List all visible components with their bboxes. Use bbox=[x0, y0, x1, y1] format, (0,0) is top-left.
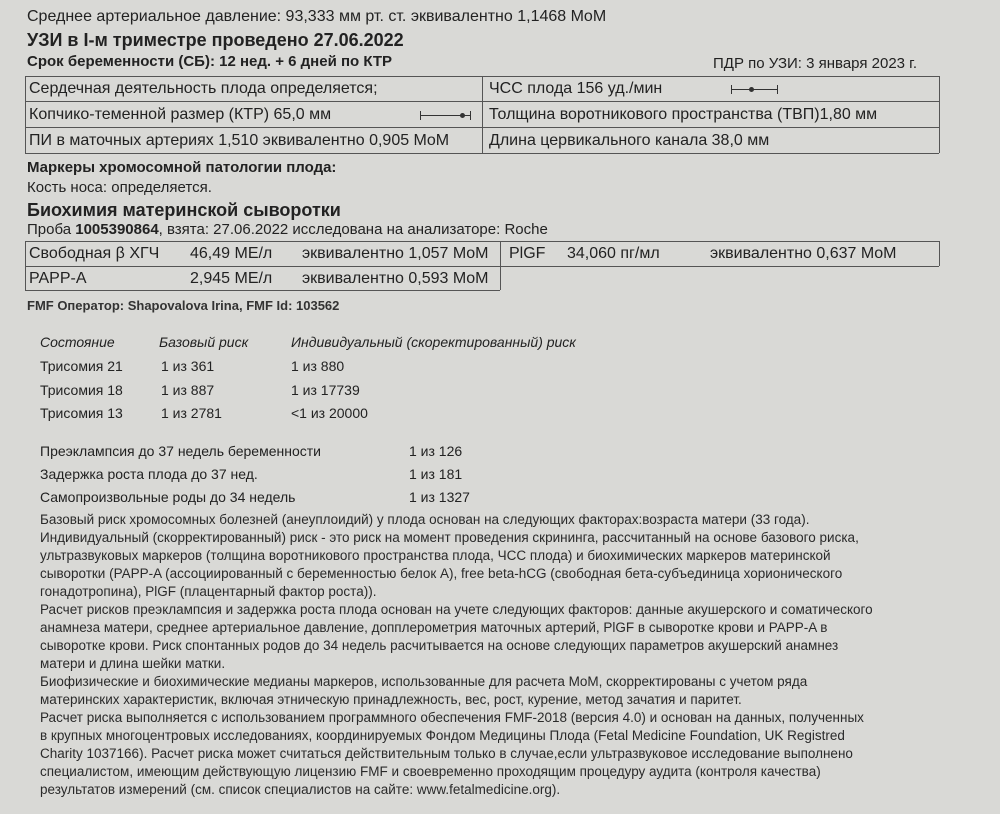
table-row-condition: Трисомия 18 bbox=[40, 382, 123, 398]
table-row-individual: 1 из 17739 bbox=[291, 382, 360, 398]
table-row-base: 1 из 361 bbox=[161, 358, 215, 374]
note-line: Биофизические и биохимические медианы маркеров, использованные для расчета MoM, скорректированы с учетом ряда bbox=[40, 674, 808, 689]
gestation-term: Срок беременности (СБ): 12 нед. + 6 дней по КТР bbox=[27, 53, 393, 70]
table-row-condition: Трисомия 13 bbox=[40, 405, 123, 421]
table-row-individual: <1 из 20000 bbox=[291, 405, 368, 421]
plgf-mom: эквивалентно 0,637 MoM bbox=[710, 245, 897, 262]
note-line: сыворотке крови. Риск спонтанных родов до 34 недель расчитывается на основе следующих параметров акушерский анамнез bbox=[40, 638, 839, 653]
risk-header-base: Базовый риск bbox=[159, 334, 249, 350]
sample-info bbox=[27, 221, 548, 238]
list-item-risk: 1 из 1327 bbox=[409, 489, 470, 505]
note-line: Индивидуальный (скорректированный) риск - это риск на момент проведения скрининга, рассчитанный на основе базового риска, bbox=[40, 530, 859, 545]
note-line: материнских характеристик, включая этническую принадлежность, вес, рост, курение, метод зачатия и паритет. bbox=[40, 692, 742, 707]
markers-title: Маркеры хромосомной патологии плода: bbox=[27, 159, 337, 176]
note-line: Расчет рисков преэклампсия и задержка роста плода основан на учете следующих факторов: данные акушерского и соматического bbox=[40, 602, 873, 617]
note-line: специалистом, имеющим действующую лицензию FMF и своевременно проходящим процедуру аудита (контроля качества) bbox=[40, 764, 821, 779]
us-title: УЗИ в I-м триместре проведено 27.06.2022 bbox=[27, 30, 404, 50]
table-row-condition: Трисомия 21 bbox=[40, 358, 123, 374]
nasal-bone: Кость носа: определяется. bbox=[27, 179, 212, 196]
fetal-heart-rate: ЧСС плода 156 уд./мин bbox=[489, 80, 663, 97]
nuchal-translucency: Толщина воротникового пространства (ТВП)1,80 мм bbox=[489, 106, 878, 123]
sample-id: 1005390864 bbox=[75, 221, 159, 238]
sample-suffix: , взята: 27.06.2022 исследована на анализаторе: Roche bbox=[158, 221, 548, 238]
cervical-length: Длина цервикального канала 38,0 мм bbox=[489, 132, 770, 149]
uterine-artery-pi: ПИ в маточных артериях 1,510 эквивалентно 0,905 MoM bbox=[29, 132, 450, 149]
list-item-condition: Преэклампсия до 37 недель беременности bbox=[40, 443, 321, 459]
estimated-due-date: ПДР по УЗИ: 3 января 2023 г. bbox=[713, 55, 917, 72]
risk-header-individual: Индивидуальный (скоректированный) риск bbox=[291, 334, 576, 350]
note-line: анамнеза матери, среднее артериальное давление, допплерометрия маточных артерий, PlGF в сыворотке крови и PAPP-A в bbox=[40, 620, 828, 635]
note-line: в крупных многоцентровых исследованиях, координируемых Фондом Медицины Плода (Fetal Medicine Foundation, UK Registred bbox=[40, 728, 845, 743]
crown-rump-length: Копчико-теменной размер (КТР) 65,0 мм bbox=[29, 106, 332, 123]
sample-prefix: Проба bbox=[27, 221, 72, 238]
biochem-title: Биохимия материнской сыворотки bbox=[27, 200, 341, 220]
plgf-name: PlGF bbox=[509, 245, 546, 262]
list-item-condition: Задержка роста плода до 37 нед. bbox=[40, 466, 258, 482]
fetal-heart-activity: Сердечная деятельность плода определяется; bbox=[29, 80, 378, 97]
list-item-condition: Самопроизвольные роды до 34 недель bbox=[40, 489, 296, 505]
fmf-operator: FMF Оператор: Shapovalova Irina, FMF Id: 103562 bbox=[27, 298, 340, 313]
hcg-mom: эквивалентно 1,057 MoM bbox=[302, 245, 489, 262]
table-row-base: 1 из 2781 bbox=[161, 405, 222, 421]
table-row-base: 1 из 887 bbox=[161, 382, 215, 398]
note-line: матери и длина шейки матки. bbox=[40, 656, 226, 671]
note-line: гонадотропина), PlGF (плацентарный фактор роста)). bbox=[40, 584, 377, 599]
list-item-risk: 1 из 126 bbox=[409, 443, 463, 459]
pappa-name: PAPP-A bbox=[29, 270, 87, 287]
note-line: Расчет риска выполняется с использованием программного обеспечения FMF-2018 (версия 4.0) и основан на данных, полученных bbox=[40, 710, 864, 725]
note-line: результатов измерений (см. список специалистов на сайте: www.fetalmedicine.org). bbox=[40, 782, 561, 797]
note-line: ультразвуковых маркеров (толщина воротникового пространства плода, ЧСС плода) и биохимических маркеров материнской bbox=[40, 548, 831, 563]
pappa-mom: эквивалентно 0,593 MoM bbox=[302, 270, 489, 287]
note-line: Charity 1037166). Расчет риска может считаться действительным только в случае,если ультразвуковое исследование выполнено bbox=[40, 746, 853, 761]
table-row-individual: 1 из 880 bbox=[291, 358, 345, 374]
hcg-value: 46,49 МЕ/л bbox=[190, 245, 273, 262]
note-line: Базовый риск хромосомных болезней (анеуплоидий) у плода основан на следующих факторах:возраста матери (33 года). bbox=[40, 512, 810, 527]
mean-arterial-pressure: Среднее артериальное давление: 93,333 мм рт. ст. эквивалентно 1,1468 MoM bbox=[27, 8, 607, 25]
hcg-name: Свободная β ХГЧ bbox=[29, 245, 160, 262]
risk-header-condition: Состояние bbox=[40, 334, 115, 350]
plgf-value: 34,060 пг/мл bbox=[567, 245, 660, 262]
list-item-risk: 1 из 181 bbox=[409, 466, 463, 482]
pappa-value: 2,945 МЕ/л bbox=[190, 270, 273, 287]
note-line: сыворотки (PAPP-A (ассоциированный с беременностью белок А), free beta-hCG (свободная бета-субъединица хорионического bbox=[40, 566, 843, 581]
